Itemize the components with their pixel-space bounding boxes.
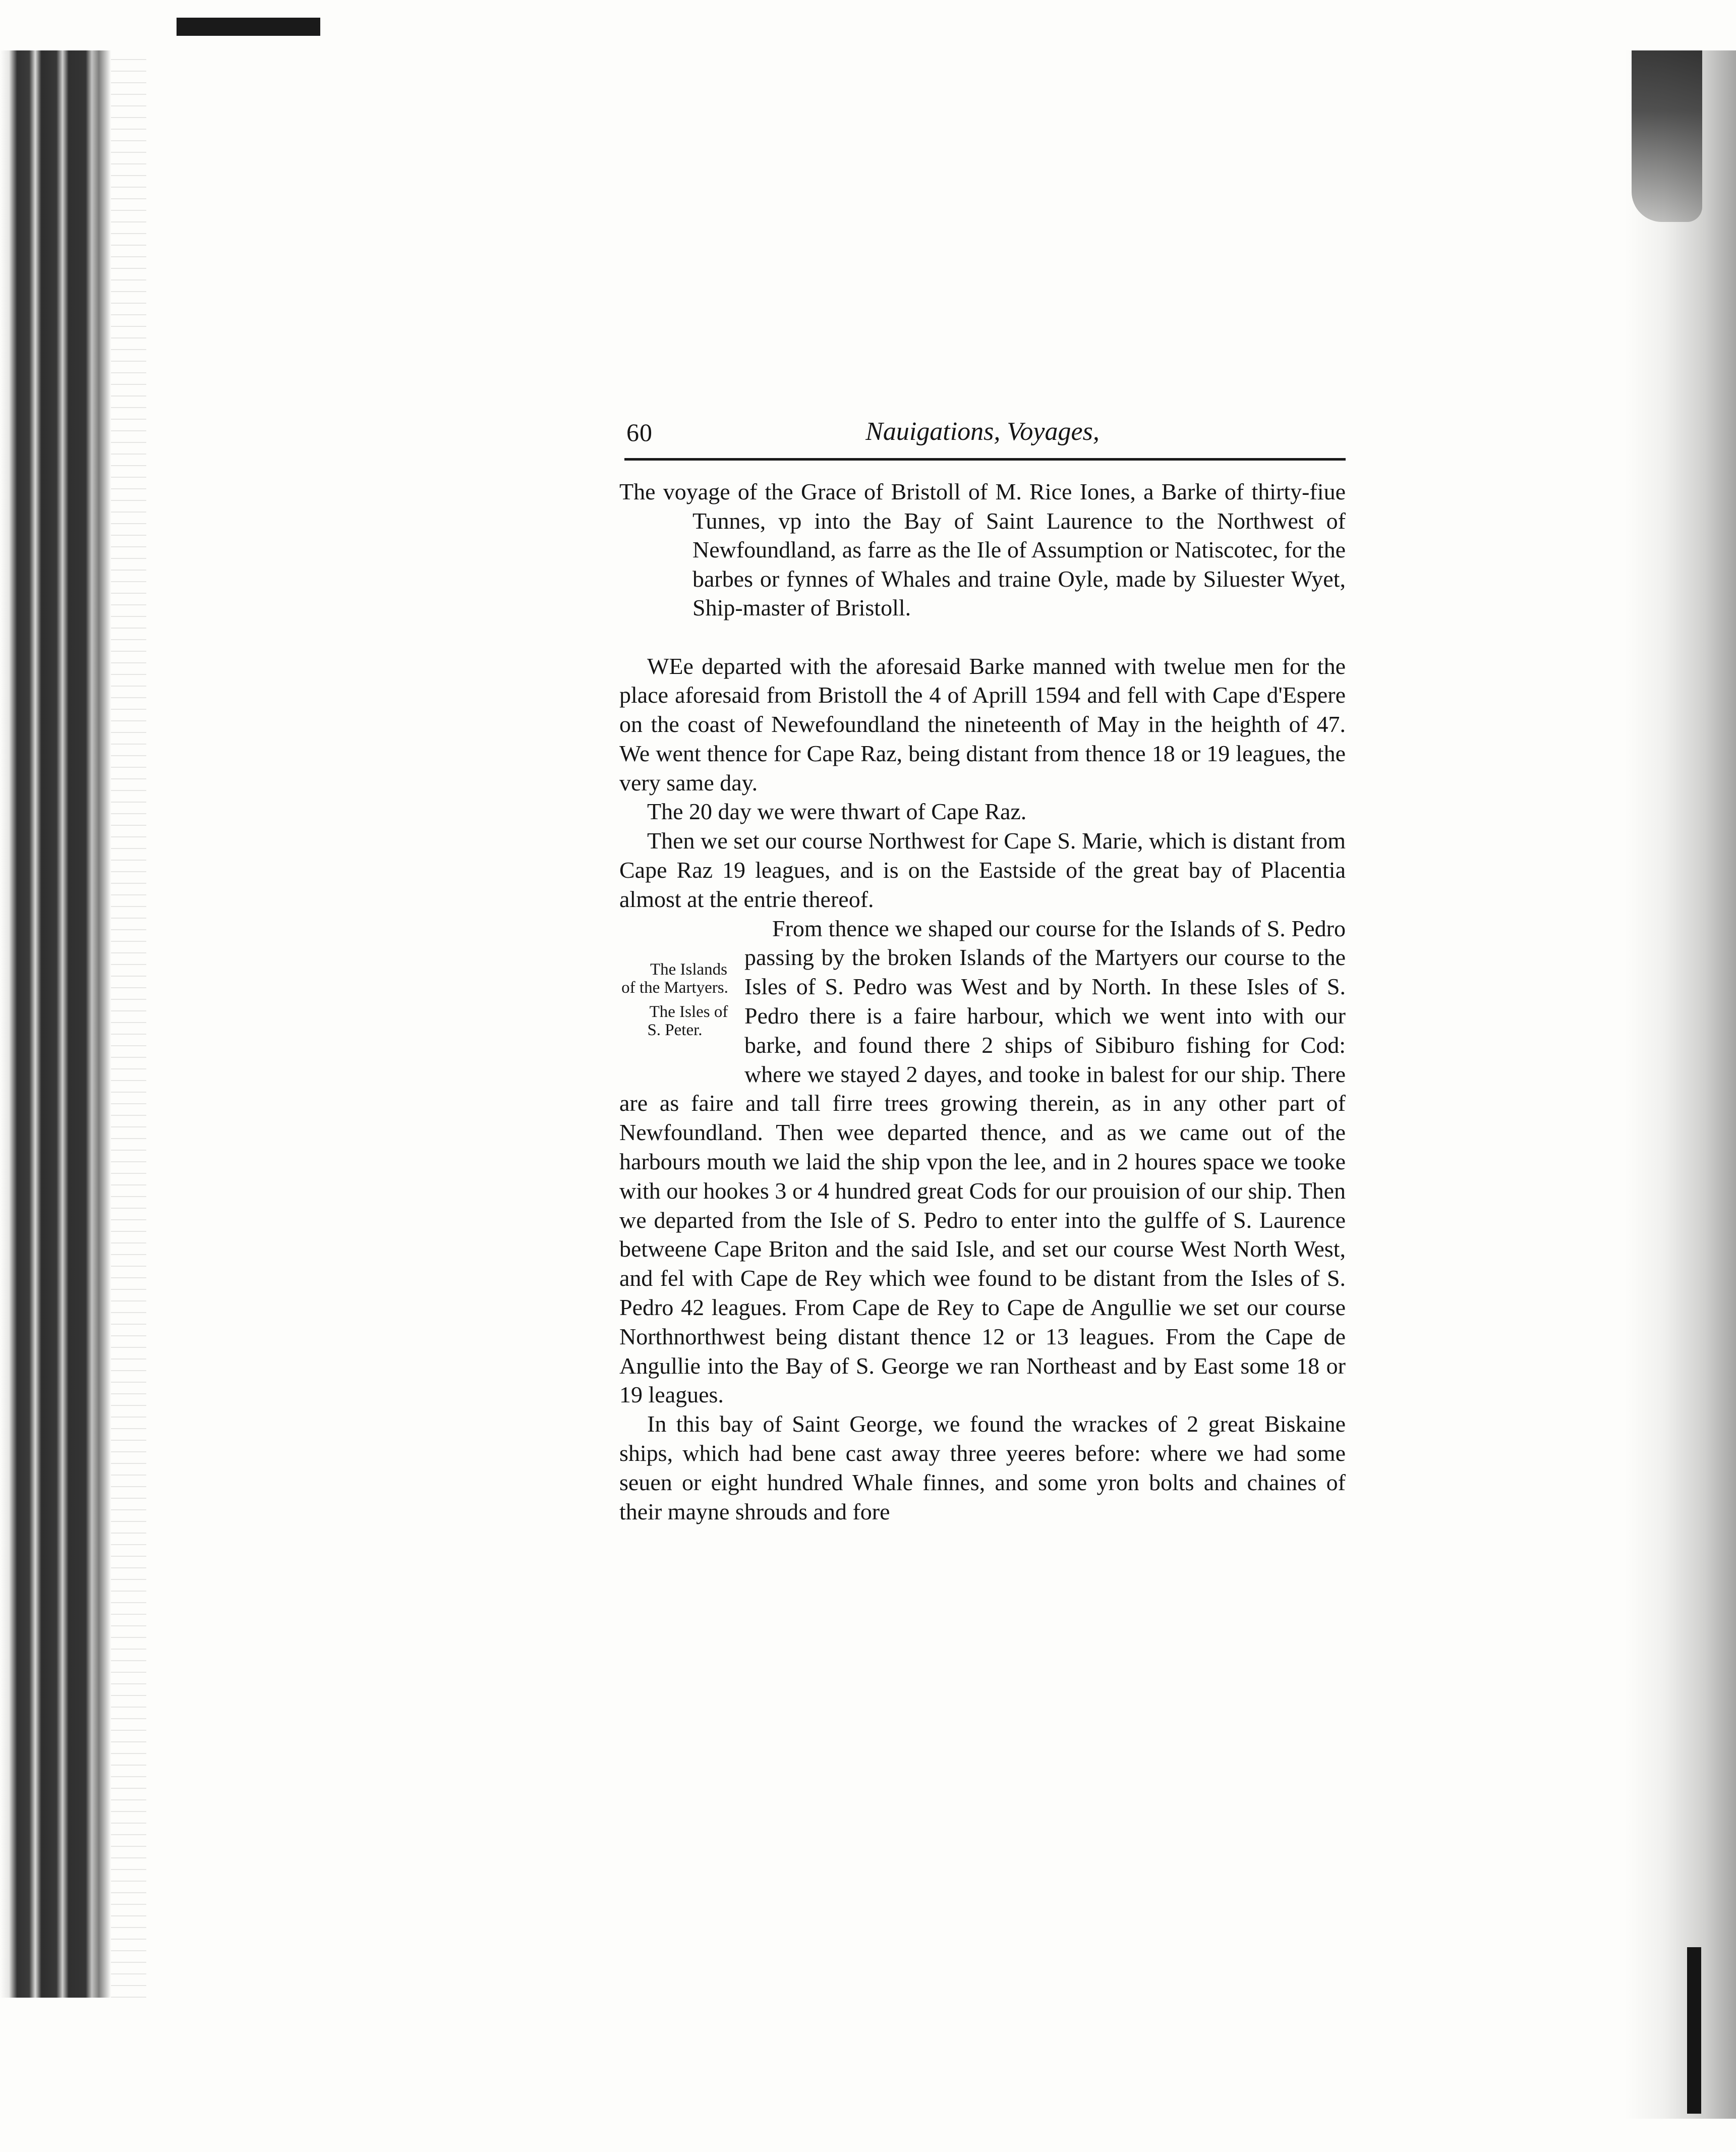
page-header xyxy=(619,404,1346,459)
page-edge-blot xyxy=(1632,50,1702,222)
page-edge-bar xyxy=(1687,1947,1701,2114)
header-rule xyxy=(624,458,1346,461)
paragraph-departure: WEe departed with the aforesaid Barke manned with twelue men for the place aforesaid from Bristoll the 4 of Aprill 1594 and fell with Cape d'Espere on the coast of Newefoundland the nineteenth of May in the heighth of 47. We went thence for Cape Raz, being distant from thence 18 or 19 leagues, the very same day. xyxy=(619,653,1346,796)
paragraph-saint-george: In this bay of Saint George, we found the wrackes of 2 great Biskaine ships, which had bene cast away three yeeres before: where we had some seuen or eight hundred Whale finnes, and some yron bolts and chaines of their mayne shrouds and fore xyxy=(619,1411,1346,1524)
scan-edge-mark xyxy=(177,18,320,36)
paragraph-cape-marie: Then we set our course Northwest for Cape S. Marie, which is distant from Cape Raz 19 leagues, and is on the Eastside of the great bay of Placentia almost at the entrie thereof. xyxy=(619,828,1346,912)
book-gutter-shadow xyxy=(0,50,111,1998)
paragraph-s-pedro xyxy=(619,914,1346,1410)
paragraph-cape-raz: The 20 day we were thwart of Cape Raz. xyxy=(647,799,1027,825)
page-number: 60 xyxy=(626,418,653,446)
page-edge-shadow xyxy=(1624,50,1736,2119)
chapter-heading: The voyage of the Grace of Bristoll of M. Rice Iones, a Barke of thirty-fiue Tunnes, vp into the Bay of Saint Laurence to the Northwest of Newfoundland, as farre as the Ile of Assumption or Natiscotec, for the barbes or fynnes of Whales and traine Oyle, made by Siluester Wyet, Ship-master of Bristoll. xyxy=(619,479,1346,620)
paragraph-s-pedro-text: From thence we shaped our course for the Islands of S. Pedro passing by the broken Islands of the Martyers our course to the Isles of S. Pedro was West and by North. In these Isles of S. Pedro there is a faire harbour, which we went into with our barke, and found there 2 ships of Sibiburo fishing for Cod: where we stayed 2 dayes, and tooke in balest for our ship. There are as faire and tall firre trees growing therein, as in any other part of Newfoundland. Then wee departed thence, and as we came out of the harbours mouth we laid the ship vpon the lee, and in 2 houres space we tooke with our hookes 3 or 4 hundred great Cods for our prouision of our ship. Then we departed from the Isle of S. Pedro to enter into the gulffe of S. Laurence betweene Cape Briton and the said Isle, and set our course West North West, and fel with Cape de Rey which wee found to be distant from the Isles of S. Pedro 42 leagues. From Cape de Rey to Cape de Angullie we set our course Northnorthwest being distant thence 12 or 13 leagues. From the Cape de Angullie into the Bay of S. George we ran Northeast and by East some 18 or 19 leagues. xyxy=(619,915,1346,1408)
margin-note-s-peter: The Isles of S. Peter. xyxy=(647,1002,728,1039)
gutter-speckle xyxy=(111,50,146,1998)
margin-notes xyxy=(614,914,735,1061)
body-text xyxy=(619,652,1346,1526)
book-page xyxy=(619,404,1346,1526)
margin-note-martyers: The Islands of the Martyers. xyxy=(621,960,728,997)
running-title: Nauigations, Voyages, xyxy=(865,417,1100,446)
